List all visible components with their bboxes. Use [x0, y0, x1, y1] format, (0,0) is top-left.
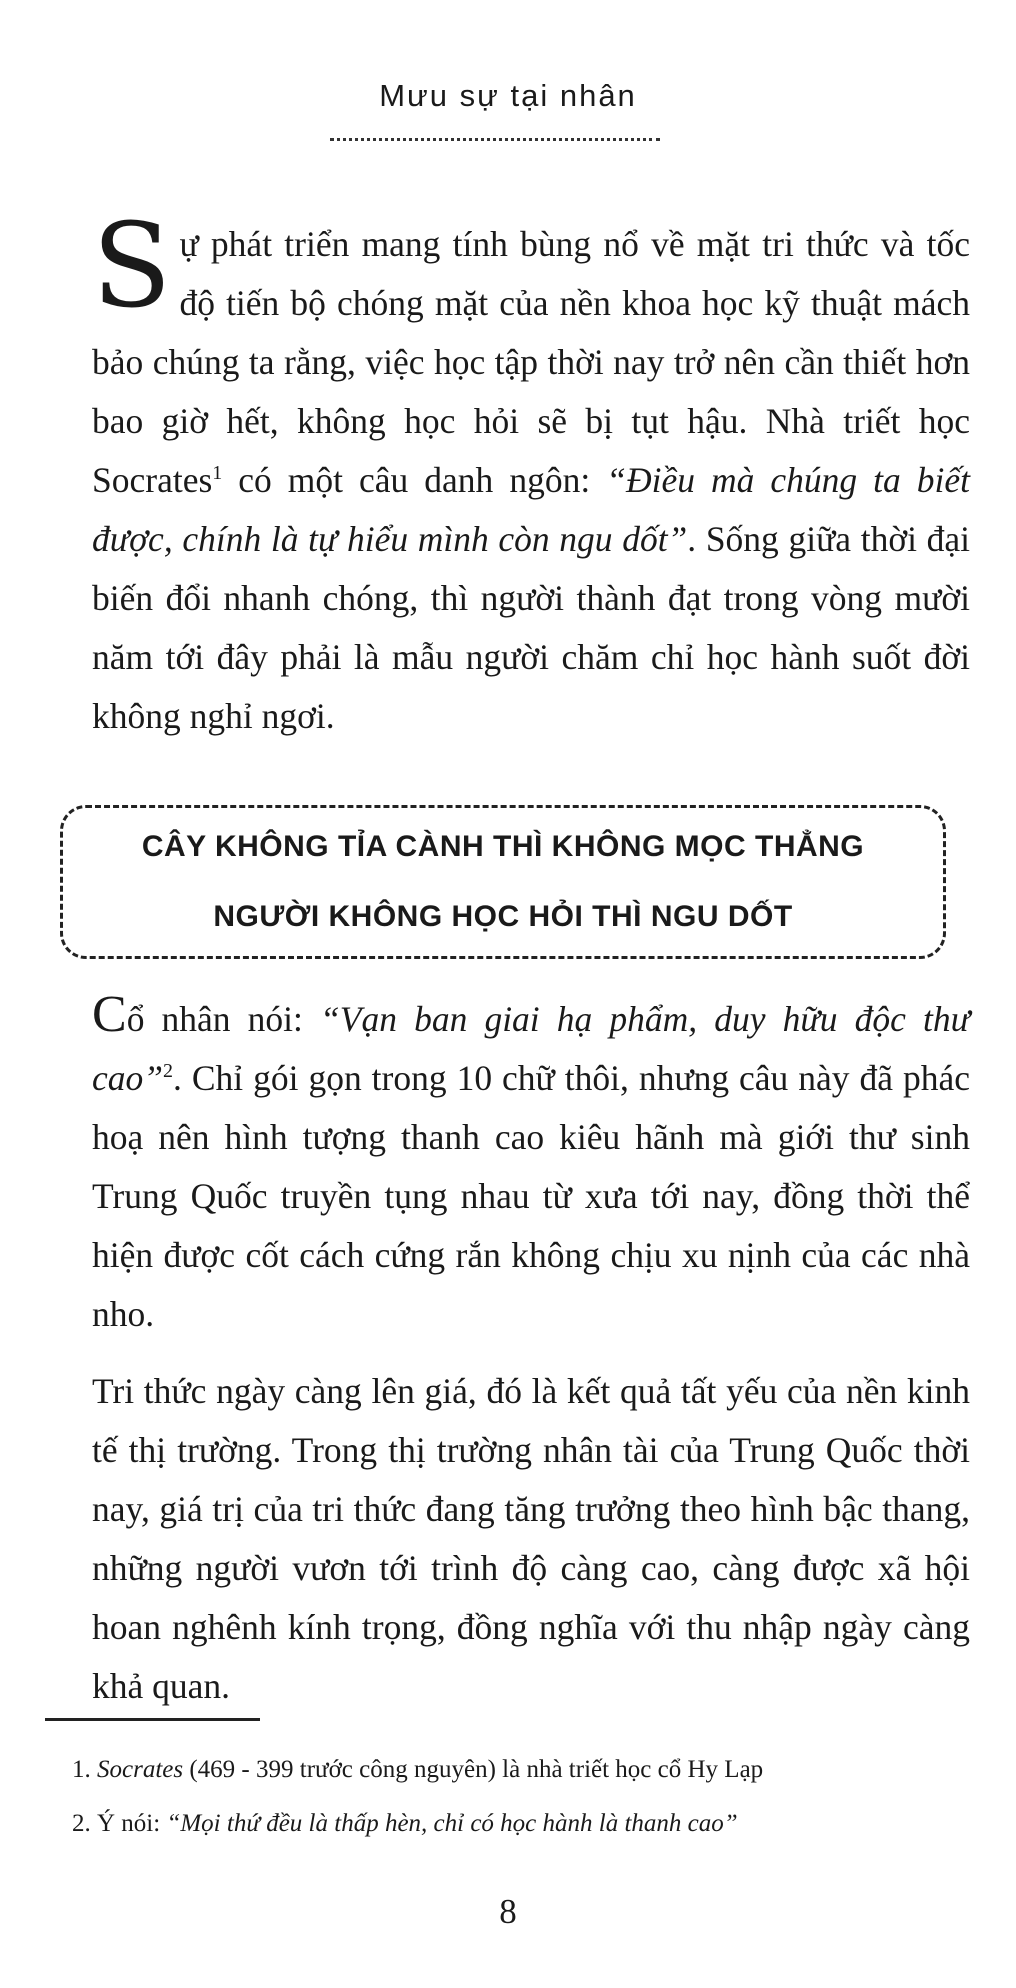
footnote-text: “Mọi thứ đều là thấp hèn, chỉ có học hành là thanh cao”	[166, 1810, 738, 1837]
footnote-number: 2.	[72, 1810, 91, 1837]
drop-cap: S	[92, 199, 172, 334]
running-title: Mưu sự tại nhân	[379, 78, 637, 113]
paragraph-text: có một câu danh ngôn:	[222, 460, 607, 500]
footnote-term: Socrates	[97, 1756, 184, 1783]
footnote-item	[72, 1754, 972, 1786]
footnote-ref: 2	[163, 1060, 173, 1083]
page-number: 8	[499, 1892, 517, 1931]
paragraph-text: ổ nhân nói:	[126, 999, 321, 1039]
header-dotted-rule	[330, 138, 660, 141]
section-heading-line: CÂY KHÔNG TỈA CÀNH THÌ KHÔNG MỌC THẲNG	[141, 830, 865, 863]
footnote-rule	[45, 1718, 260, 1721]
footnote-number: 1.	[72, 1756, 91, 1783]
paragraph-knowledge	[92, 1362, 970, 1716]
paragraph-text: . Sống giữa thời đại biến đổi nhanh chóng, thì người thành đạt trong vòng mười năm tới đây phải là mẫu người chăm chỉ học hành suốt đời không nghỉ ngơi.	[92, 519, 970, 736]
quote-text: “Vạn ban giai hạ phẩm, duy hữu độc thư cao”	[92, 999, 970, 1098]
paragraph-intro	[92, 199, 970, 746]
footnote-item	[72, 1808, 972, 1840]
footnote-term: Ý nói:	[97, 1810, 167, 1837]
paragraph-quote	[92, 986, 970, 1344]
paragraph-text: Tri thức ngày càng lên giá, đó là kết quả tất yếu của nền kinh tế thị trường. Trong thị trường nhân tài của Trung Quốc thời nay, giá trị của tri thức đang tăng trưởng theo hình bậc thang, những người vươn tới trình độ càng cao, càng được xã hội hoan nghênh kính trọng, đồng nghĩa với thu nhập ngày càng khả quan.	[92, 1371, 970, 1706]
section-heading-box	[60, 805, 946, 959]
drop-cap: C	[92, 986, 127, 1043]
paragraph-text: ự phát triển mang tính bùng nổ về mặt tri thức và tốc độ tiến bộ chóng mặt của nền khoa học kỹ thuật mách bảo chúng ta rằng, việc học tập thời nay trở nên cần thiết hơn bao giờ hết, không học hỏi sẽ bị tụt hậu. Nhà triết học Socrates	[92, 224, 970, 500]
footnote-text: (469 - 399 trước công nguyên) là nhà triết học cổ Hy Lạp	[183, 1756, 764, 1783]
section-heading-line: NGƯỜI KHÔNG HỌC HỎI THÌ NGU DỐT	[213, 900, 793, 933]
paragraph-text: . Chỉ gói gọn trong 10 chữ thôi, nhưng câu này đã phác hoạ nên hình tượng thanh cao kiêu hãnh mà giới thư sinh Trung Quốc truyền tụng nhau từ xưa tới nay, đồng thời thể hiện được cốt cách cứng rắn không chịu xu nịnh của các nhà nho.	[92, 1058, 970, 1334]
quote-text: “Điều mà chúng ta biết được, chính là tự hiểu mình còn ngu dốt”	[92, 460, 970, 559]
footnote-ref: 1	[212, 462, 223, 485]
